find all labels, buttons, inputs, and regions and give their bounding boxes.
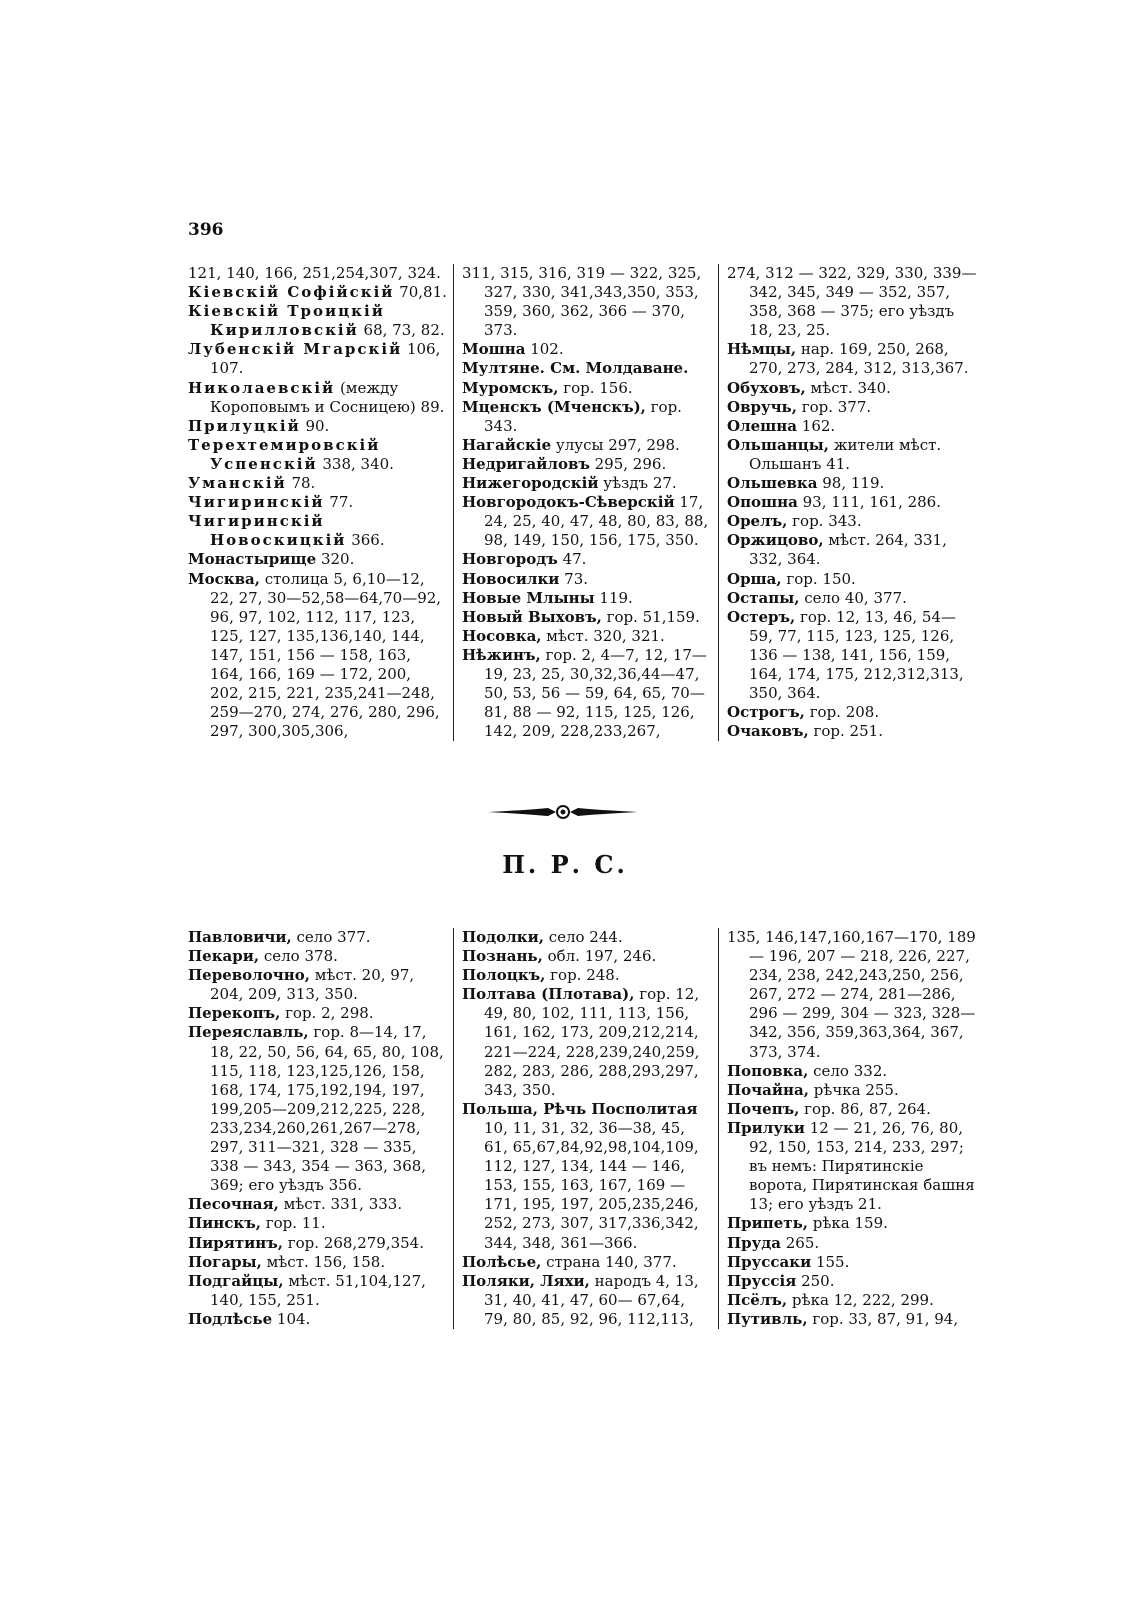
- entry-headword: Опошна: [727, 493, 798, 512]
- index-entry: [462, 493, 712, 550]
- index-entry: [188, 947, 447, 966]
- index-entry: [462, 570, 712, 589]
- index-entry: [462, 608, 712, 627]
- entry-references: 295, 296.: [589, 454, 667, 473]
- entry-references: улусы 297, 298.: [551, 435, 680, 454]
- index-entry: [462, 1253, 712, 1272]
- entry-references: село 378.: [259, 947, 338, 966]
- index-entry: [188, 570, 447, 742]
- entry-references: гор. 156.: [558, 378, 633, 397]
- entry-headword: Полоцкъ,: [462, 966, 546, 985]
- entry-references: мѣст. 331, 333.: [278, 1195, 403, 1214]
- entry-references: мѣст. 156, 158.: [261, 1252, 386, 1271]
- entry-references: 274, 312 — 322, 329, 330, 339—342, 345, 349 — 352, 357, 358, 368 — 375; его уѣздъ 18, 23, 25.: [727, 264, 977, 340]
- entry-headword: Павловичи,: [188, 928, 292, 946]
- entry-references: гор. 12, 49, 80, 102, 111, 113, 156, 161, 162, 173, 209,212,214, 221—224, 228,239,240,259, 282, 283, 286, 288,293,297, 343, 350.: [484, 985, 700, 1099]
- entry-references: 102.: [525, 340, 564, 359]
- entry-references: мѣст. 20, 97, 204, 209, 313, 350.: [210, 966, 415, 1004]
- index-entry: [727, 703, 977, 722]
- entry-references: нар. 169, 250, 268, 270, 273, 284, 312, 313,367.: [749, 340, 969, 378]
- entry-headword: Недригайловъ: [462, 454, 590, 473]
- index-entry: [462, 398, 712, 436]
- entry-references: 68, 73, 82.: [358, 321, 445, 340]
- entry-headword: Пруссія: [727, 1271, 797, 1290]
- index-entry: [727, 1214, 977, 1233]
- index-entry: [727, 1100, 977, 1119]
- index-entry: [188, 417, 447, 436]
- entry-headword: Польша, Рѣчь Посполитая: [462, 1099, 698, 1118]
- entry-references: 104.: [272, 1309, 311, 1328]
- index-entry: [462, 928, 712, 947]
- index-entry: [188, 340, 447, 378]
- entry-references: гор. 248.: [545, 966, 620, 985]
- entry-references: село 40, 377.: [799, 588, 907, 607]
- entry-headword: Подгайцы,: [188, 1271, 284, 1290]
- index-entry: [462, 646, 712, 741]
- entry-headword: Припеть,: [727, 1214, 808, 1233]
- entry-references: 93, 111, 161, 286.: [797, 493, 941, 512]
- entry-headword: Нижегородскій: [462, 474, 599, 493]
- index-column: [453, 264, 718, 741]
- entry-references: 12 — 21, 26, 76, 80, 92, 150, 153, 214, 233, 297; въ немъ: Пирятинскіе ворота, Пирятинская башня 13; его уѣздъ 21.: [749, 1118, 975, 1214]
- entry-references: столица 5, 6,10—12, 22, 27, 30—52,58—64,70—92, 96, 97, 102, 112, 117, 123, 125, 127, 135,136,140, 144, 147, 151, 156 — 158, 163, 164, 166, 169 — 172, 200, 202, 215, 221, 235,241—248, 259—270, 274, 276, 280, 296, 297, 300,305,306,: [210, 569, 442, 741]
- entry-references: гор. 377.: [796, 397, 872, 416]
- entry-headword: Почайна,: [727, 1080, 809, 1099]
- index-entry: [462, 455, 712, 474]
- entry-references: 155.: [811, 1252, 850, 1271]
- entry-headword: Мултяне. См. Молдаване.: [462, 359, 689, 378]
- entry-references: 162.: [797, 416, 836, 435]
- entry-references: обл. 197, 246.: [542, 947, 657, 966]
- entry-references: 119.: [594, 588, 633, 607]
- index-entry: [188, 550, 447, 569]
- entry-references: народъ 4, 13, 31, 40, 41, 47, 60— 67,64, 79, 80, 85, 92, 96, 112,113,: [484, 1271, 699, 1328]
- index-entry: [462, 264, 712, 340]
- index-entry: [727, 436, 977, 474]
- entry-headword: Путивль,: [727, 1309, 808, 1328]
- entry-references: 311, 315, 316, 319 — 322, 325, 327, 330, 341,343,350, 353, 359, 360, 362, 366 — 370, 373.: [462, 264, 702, 340]
- entry-references: рѣчка 255.: [808, 1080, 899, 1099]
- entry-headword: Нѣмцы,: [727, 340, 797, 359]
- entry-headword: Подолки,: [462, 928, 544, 946]
- entry-headword: Ольшанцы,: [727, 435, 829, 454]
- entry-headword: Перекопъ,: [188, 1004, 281, 1023]
- entry-headword: Острогъ,: [727, 703, 805, 722]
- entry-references: 366.: [346, 531, 385, 550]
- entry-headword: Новые Млыны: [462, 588, 595, 607]
- index-entry: [727, 570, 977, 589]
- entry-references: гор. 33, 87, 91, 94,: [807, 1309, 959, 1328]
- entry-headword: Переяславль,: [188, 1023, 309, 1042]
- entry-headword: Песочная,: [188, 1195, 279, 1214]
- entry-headword: Орелъ,: [727, 512, 788, 531]
- index-entry: [188, 302, 447, 340]
- entry-headword: Подлѣсье: [188, 1309, 273, 1328]
- index-entry: [188, 966, 447, 1004]
- index-column: [718, 928, 983, 1329]
- index-entry: [727, 722, 977, 741]
- index-entry: [462, 1272, 712, 1329]
- entry-headword: Чигиринскій Новоскицкій: [188, 512, 347, 550]
- index-entry: [727, 493, 977, 512]
- index-entry: [727, 589, 977, 608]
- index-entry: [188, 1004, 447, 1023]
- index-entry: [462, 985, 712, 1100]
- index-entry: [462, 359, 712, 378]
- entry-headword: Поляки, Ляхи,: [462, 1271, 590, 1290]
- index-entry: [188, 1214, 447, 1233]
- index-entry: [188, 493, 447, 512]
- entry-headword: Погары,: [188, 1252, 262, 1271]
- entry-headword: Мошна: [462, 340, 526, 359]
- entry-references: гор. 251.: [808, 722, 883, 741]
- entry-references: мѣст. 264, 331, 332, 364.: [749, 531, 947, 569]
- index-entry: [727, 1119, 977, 1214]
- entry-references: гор. 12, 13, 46, 54—59, 77, 115, 123, 125, 126, 136 — 138, 141, 156, 159, 164, 174, 175, 212,312,313, 350, 364.: [749, 607, 964, 703]
- entry-headword: Пруссаки: [727, 1252, 812, 1271]
- entry-references: (между Короповымъ и Сосницею) 89.: [210, 378, 445, 416]
- entry-references: рѣка 159.: [808, 1214, 888, 1233]
- entry-references: гор. 11.: [260, 1214, 326, 1233]
- index-entry: [727, 1291, 977, 1310]
- entry-references: 320.: [316, 550, 355, 569]
- entry-references: рѣка 12, 222, 299.: [787, 1290, 934, 1309]
- index-block-bottom: [188, 928, 988, 1329]
- entry-headword: Монастырище: [188, 550, 317, 569]
- index-entry: [188, 512, 447, 550]
- index-entry: [727, 1310, 977, 1329]
- page-number: 396: [188, 220, 224, 240]
- entry-references: гор. 2, 298.: [280, 1004, 374, 1023]
- entry-references: гор. 2, 4—7, 12, 17—19, 23, 25, 30,32,36,44—47, 50, 53, 56 — 59, 64, 65, 70—81, 88 — 92, 115, 125, 126, 142, 209, 228,233,267,: [484, 645, 707, 741]
- entry-headword: Познань,: [462, 947, 543, 966]
- entry-headword: Обуховъ,: [727, 378, 806, 397]
- index-entry: [727, 264, 977, 340]
- entry-references: мѣст. 51,104,127, 140, 155, 251.: [210, 1271, 426, 1309]
- index-entry: [727, 398, 977, 417]
- entry-headword: Новгородокъ-Сѣверскій: [462, 493, 675, 512]
- index-entry: [727, 1234, 977, 1253]
- index-entry: [188, 1253, 447, 1272]
- entry-references: гор. 51,159.: [601, 607, 700, 626]
- entry-headword: Прилуки: [727, 1118, 805, 1137]
- entry-headword: Чигиринскій: [188, 493, 325, 512]
- entry-references: 90.: [300, 416, 330, 435]
- entry-headword: Переволочно,: [188, 966, 310, 985]
- entry-references: 17, 24, 25, 40, 47, 48, 80, 83, 88, 98, 149, 150, 156, 175, 350.: [484, 493, 709, 550]
- entry-references: 98, 119.: [817, 474, 885, 493]
- entry-headword: Нѣжинъ,: [462, 645, 541, 664]
- index-entry: [727, 474, 977, 493]
- entry-references: 265.: [780, 1233, 820, 1252]
- index-entry: [727, 928, 977, 1062]
- entry-references: гор. 86, 87, 264.: [799, 1099, 931, 1118]
- index-entry: [462, 627, 712, 646]
- index-column: [718, 264, 983, 741]
- index-entry: [462, 340, 712, 359]
- entry-references: гор. 150.: [781, 569, 856, 588]
- entry-references: жители мѣст. Ольшанъ 41.: [749, 435, 942, 473]
- index-entry: [188, 283, 447, 302]
- entry-headword: Остеръ,: [727, 607, 796, 626]
- entry-headword: Пирятинъ,: [188, 1233, 283, 1252]
- entry-references: гор. 8—14, 17, 18, 22, 50, 56, 64, 65, 80, 108, 115, 118, 123,125,126, 158, 168, 174, 175,192,194, 197, 199,205—209,212,225, 228, 233,234,260,261,267—278, 297, 311—321, 328 — 335, 338 — 343, 354 — 363, 368, 369; его уѣздъ 356.: [210, 1023, 444, 1195]
- entry-headword: Почепъ,: [727, 1099, 800, 1118]
- entry-headword: Полѣсье,: [462, 1252, 542, 1271]
- index-column: [188, 264, 453, 741]
- index-entry: [188, 264, 447, 283]
- entry-references: село 332.: [808, 1061, 888, 1080]
- entry-headword: Мценскъ (Мченскъ),: [462, 397, 646, 416]
- entry-headword: Новгородъ: [462, 550, 558, 569]
- entry-headword: Нагайскіе: [462, 435, 552, 454]
- index-entry: [727, 1062, 977, 1081]
- entry-references: 135, 146,147,160,167—170, 189 — 196, 207 — 218, 226, 227, 234, 238, 242,243,250, 256, 267, 272 — 274, 281—286, 296 — 299, 304 — 323, 328—342, 356, 359,363,364, 367, 373, 374.: [727, 928, 976, 1061]
- entry-references: 77.: [324, 493, 354, 512]
- entry-references: 73.: [559, 569, 589, 588]
- entry-headword: Кіевскій Софійскій: [188, 283, 395, 302]
- entry-headword: Муромскъ,: [462, 378, 559, 397]
- entry-headword: Новый Выховъ,: [462, 607, 602, 626]
- entry-references: гор. 343.: [484, 397, 682, 435]
- entry-headword: Овручь,: [727, 397, 797, 416]
- index-entry: [188, 928, 447, 947]
- section-title: П. Р. С.: [502, 850, 628, 879]
- index-entry: [462, 966, 712, 985]
- index-entry: [727, 608, 977, 703]
- index-entry: [462, 947, 712, 966]
- index-entry: [462, 550, 712, 569]
- index-entry: [188, 1272, 447, 1310]
- entry-references: гор. 268,279,354.: [283, 1233, 424, 1252]
- entry-references: 78.: [286, 474, 316, 493]
- index-block-top: [188, 264, 988, 741]
- entry-references: 47.: [557, 550, 587, 569]
- entry-headword: Очаковъ,: [727, 722, 809, 741]
- entry-headword: Лубенскій Мгарскій: [188, 340, 403, 359]
- entry-headword: Оржицово,: [727, 531, 824, 550]
- index-entry: [727, 512, 977, 531]
- entry-references: мѣст. 320, 321.: [541, 626, 665, 645]
- index-entry: [188, 1195, 447, 1214]
- index-entry: [462, 474, 712, 493]
- index-column: [188, 928, 453, 1329]
- index-entry: [727, 1272, 977, 1291]
- index-entry: [727, 379, 977, 398]
- index-entry: [188, 474, 447, 493]
- entry-headword: Москва,: [188, 569, 260, 588]
- entry-references: село 244.: [543, 928, 623, 946]
- entry-headword: Прилуцкій: [188, 416, 301, 435]
- entry-headword: Остапы,: [727, 588, 800, 607]
- index-entry: [188, 1023, 447, 1195]
- entry-headword: Кіевскій Троицкій Кирилловскій: [188, 302, 385, 340]
- entry-headword: Псёлъ,: [727, 1290, 788, 1309]
- entry-references: страна 140, 377.: [541, 1252, 677, 1271]
- index-entry: [727, 417, 977, 436]
- index-entry: [188, 1234, 447, 1253]
- entry-references: уѣздъ 27.: [598, 474, 677, 493]
- index-entry: [462, 379, 712, 398]
- index-entry: [462, 1100, 712, 1253]
- entry-references: гор. 343.: [787, 512, 862, 531]
- entry-headword: Ольшевка: [727, 474, 818, 493]
- index-entry: [727, 1081, 977, 1100]
- ornament-divider: [488, 800, 638, 824]
- entry-references: мѣст. 340.: [805, 378, 891, 397]
- entry-headword: Терехтемировскій Успенскій: [188, 435, 381, 473]
- index-entry: [188, 436, 447, 474]
- entry-headword: Пинскъ,: [188, 1214, 261, 1233]
- entry-headword: Орша,: [727, 569, 782, 588]
- entry-references: 10, 11, 31, 32, 36—38, 45, 61, 65,67,84,92,98,104,109, 112, 127, 134, 144 — 146, 153, 155, 163, 167, 169 — 171, 195, 197, 205,235,246, 252, 273, 307, 317,336,342, 344, 348, 361—366.: [484, 1118, 699, 1252]
- entry-headword: Пекари,: [188, 947, 260, 966]
- index-entry: [462, 589, 712, 608]
- index-entry: [188, 379, 447, 417]
- index-entry: [727, 531, 977, 569]
- entry-headword: Николаевскій: [188, 378, 336, 397]
- index-entry: [727, 340, 977, 378]
- entry-references: 338, 340.: [317, 454, 394, 473]
- entry-references: 250.: [796, 1271, 835, 1290]
- entry-headword: Носовка,: [462, 626, 542, 645]
- index-entry: [462, 436, 712, 455]
- entry-headword: Поповка,: [727, 1061, 809, 1080]
- entry-headword: Полтава (Плотава),: [462, 985, 635, 1004]
- entry-headword: Новосилки: [462, 569, 560, 588]
- index-entry: [188, 1310, 447, 1329]
- entry-headword: Олешна: [727, 416, 798, 435]
- entry-headword: Уманскій: [188, 474, 287, 493]
- index-entry: [727, 1253, 977, 1272]
- entry-references: гор. 208.: [804, 703, 880, 722]
- entry-references: 121, 140, 166, 251,254,307, 324.: [188, 264, 441, 282]
- entry-references: 106, 107.: [210, 340, 441, 378]
- entry-references: 70,81.: [394, 283, 447, 302]
- index-column: [453, 928, 718, 1329]
- entry-headword: Пруда: [727, 1233, 781, 1252]
- entry-references: село 377.: [291, 928, 371, 946]
